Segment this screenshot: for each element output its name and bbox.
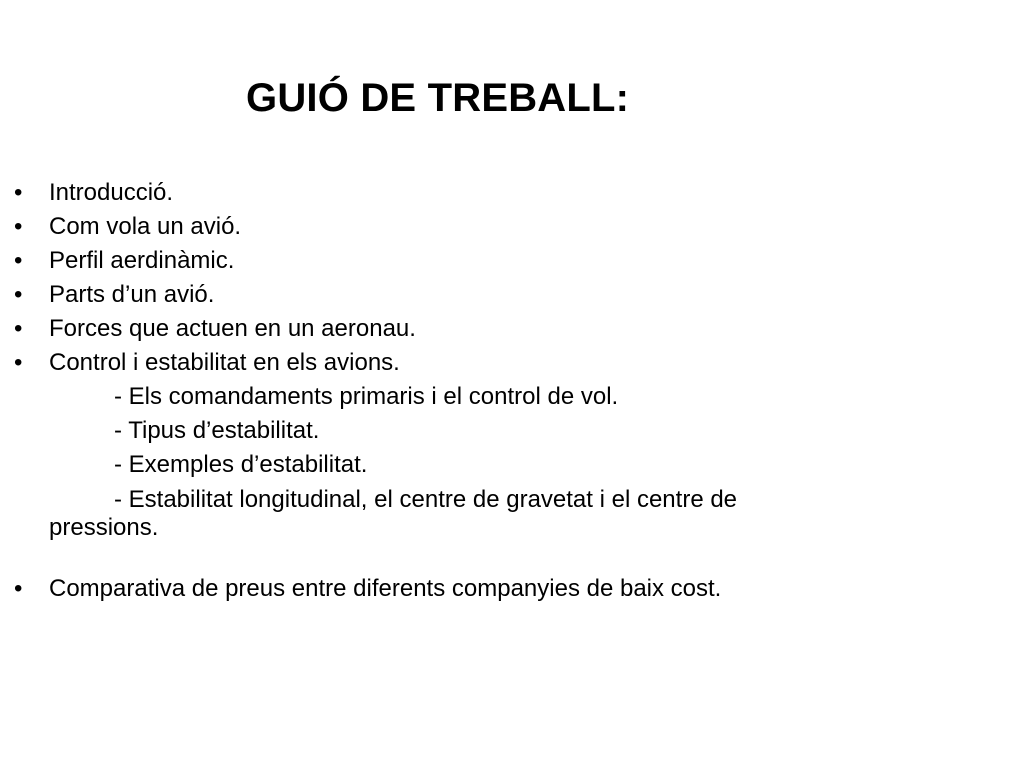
list-item-text: Parts d’un avió. <box>49 281 215 308</box>
list-item <box>14 210 1014 244</box>
sub-item-text: - Tipus d’estabilitat. <box>114 417 320 444</box>
sub-item <box>14 448 1014 482</box>
list-item <box>14 312 1014 346</box>
bullet-icon: • <box>14 179 23 206</box>
bullet-icon: • <box>14 349 23 376</box>
bullet-icon: • <box>14 247 23 274</box>
sub-item-text-continued: pressions. <box>49 514 159 541</box>
list-item-text: Control i estabilitat en els avions. <box>49 349 400 376</box>
list-item-text: Comparativa de preus entre diferents companyies de baix cost. <box>49 575 722 602</box>
list-item <box>14 572 1014 606</box>
bullet-icon: • <box>14 281 23 308</box>
list-item-text: Introducció. <box>49 179 174 206</box>
list-item-text: Com vola un avió. <box>49 213 242 240</box>
outline-list <box>14 176 1014 606</box>
bullet-icon: • <box>14 213 23 240</box>
sub-item <box>14 414 1014 448</box>
slide-title: GUIÓ DE TREBALL: <box>246 76 630 120</box>
bullet-icon: • <box>14 315 23 342</box>
list-item <box>14 278 1014 312</box>
list-item-text: Perfil aerdinàmic. <box>49 247 235 274</box>
bullet-icon: • <box>14 575 23 602</box>
list-item <box>14 346 1014 380</box>
list-item <box>14 244 1014 278</box>
sub-item <box>14 380 1014 414</box>
list-item-text: Forces que actuen en un aeronau. <box>49 315 416 342</box>
sub-item-text: - Exemples d’estabilitat. <box>114 451 368 478</box>
sub-item-text: - Estabilitat longitudinal, el centre de gravetat i el centre de <box>114 486 738 513</box>
list-item <box>14 176 1014 210</box>
sub-item <box>14 486 1014 542</box>
sub-item-text: - Els comandaments primaris i el control de vol. <box>114 383 619 410</box>
spacer <box>14 542 1014 572</box>
